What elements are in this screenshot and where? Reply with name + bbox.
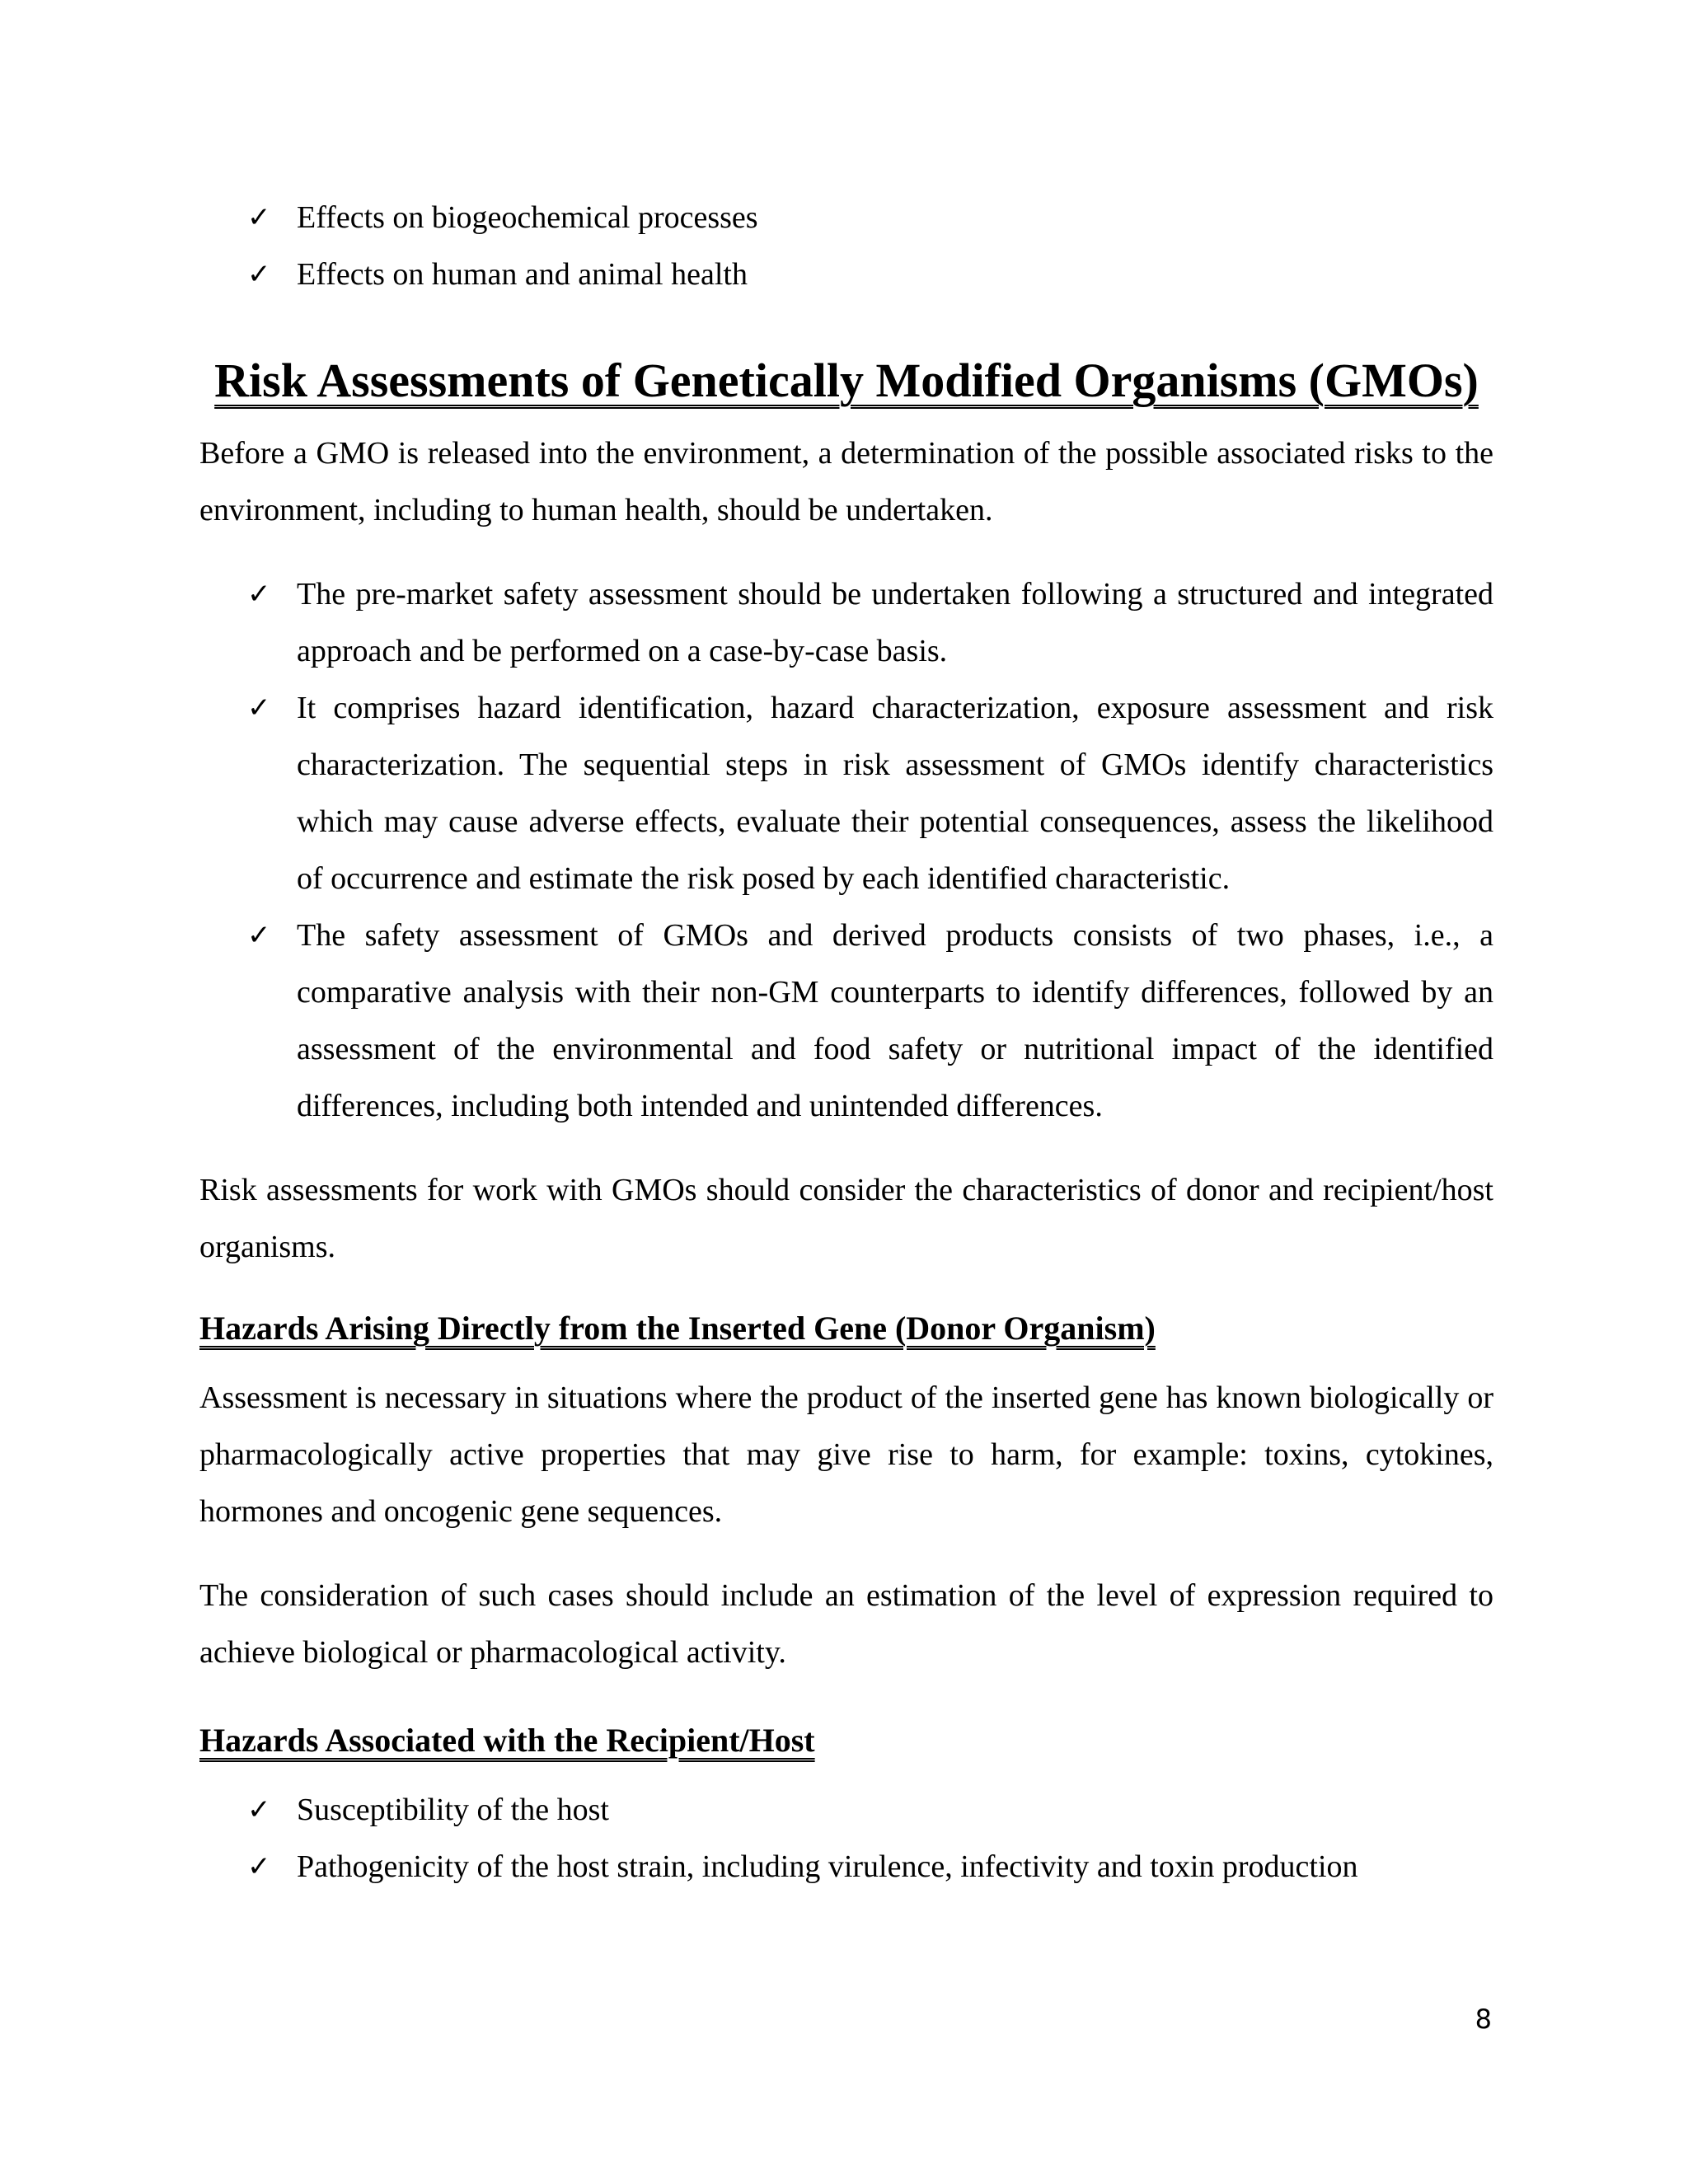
list-item — [247, 566, 1493, 680]
checkmark-icon: ✓ — [247, 258, 271, 291]
checkmark-icon: ✓ — [247, 691, 271, 724]
page-content — [199, 190, 1493, 1896]
checkmark-icon: ✓ — [247, 578, 271, 611]
section-heading-host: Hazards Associated with the Recipient/Host — [199, 1722, 815, 1759]
top-checklist — [199, 190, 1493, 303]
checkmark-icon: ✓ — [247, 1850, 271, 1883]
checkmark-icon: ✓ — [247, 919, 271, 952]
checkmark-icon: ✓ — [247, 201, 271, 234]
list-item — [247, 1839, 1493, 1896]
list-item-text: The pre-market safety assessment should be undertaken following a structured and integrated approach and be performed on a case-by-case basis. — [297, 577, 1493, 668]
list-item — [247, 190, 1493, 246]
checkmark-icon: ✓ — [247, 1793, 271, 1826]
host-checklist — [199, 1782, 1493, 1896]
donor-paragraph-1: Assessment is necessary in situations where the product of the inserted gene has known biologically or pharmacologically active properties that may give rise to harm, for example: toxins, cytokines, hormones and oncogenic gene sequences. — [199, 1380, 1493, 1529]
list-item-text: It comprises hazard identification, hazard characterization, exposure assessment and risk characterization. The sequential steps in risk assessment of GMOs identify characteristics which may cause adverse effects, evaluate their potential consequences, assess the likelihood of occurrence and estimate the risk posed by each identified characteristic. — [297, 691, 1493, 896]
list-item — [247, 680, 1493, 907]
list-item-text: Susceptibility of the host — [297, 1793, 609, 1827]
list-item — [247, 246, 1493, 303]
list-item — [247, 1782, 1493, 1839]
assessment-checklist — [199, 566, 1493, 1135]
section-heading-donor: Hazards Arising Directly from the Inserted Gene (Donor Organism) — [199, 1310, 1156, 1347]
donor-paragraph-2: The consideration of such cases should include an estimation of the level of expression required to achieve biological or pharmacological activity. — [199, 1578, 1493, 1670]
list-item-text: Effects on human and animal health — [297, 257, 748, 292]
intro-paragraph: Before a GMO is released into the environment, a determination of the possible associated risks to the environment, including to human health, should be undertaken. — [199, 436, 1493, 527]
list-item-text: Pathogenicity of the host strain, including virulence, infectivity and toxin production — [297, 1849, 1358, 1884]
list-item-text: Effects on biogeochemical processes — [297, 200, 758, 235]
page-title: Risk Assessments of Genetically Modified Organisms (GMOs) — [214, 354, 1479, 407]
list-item — [247, 907, 1493, 1135]
donor-host-paragraph: Risk assessments for work with GMOs should consider the characteristics of donor and recipient/host organisms. — [199, 1173, 1493, 1264]
page-number: 8 — [1475, 2004, 1492, 2035]
list-item-text: The safety assessment of GMOs and derived products consists of two phases, i.e., a comparative analysis with their non-GM counterparts to identify differences, followed by an assessment of the environmental and food safety or nutritional impact of the identified differences, including both intended and unintended differences. — [297, 918, 1493, 1123]
